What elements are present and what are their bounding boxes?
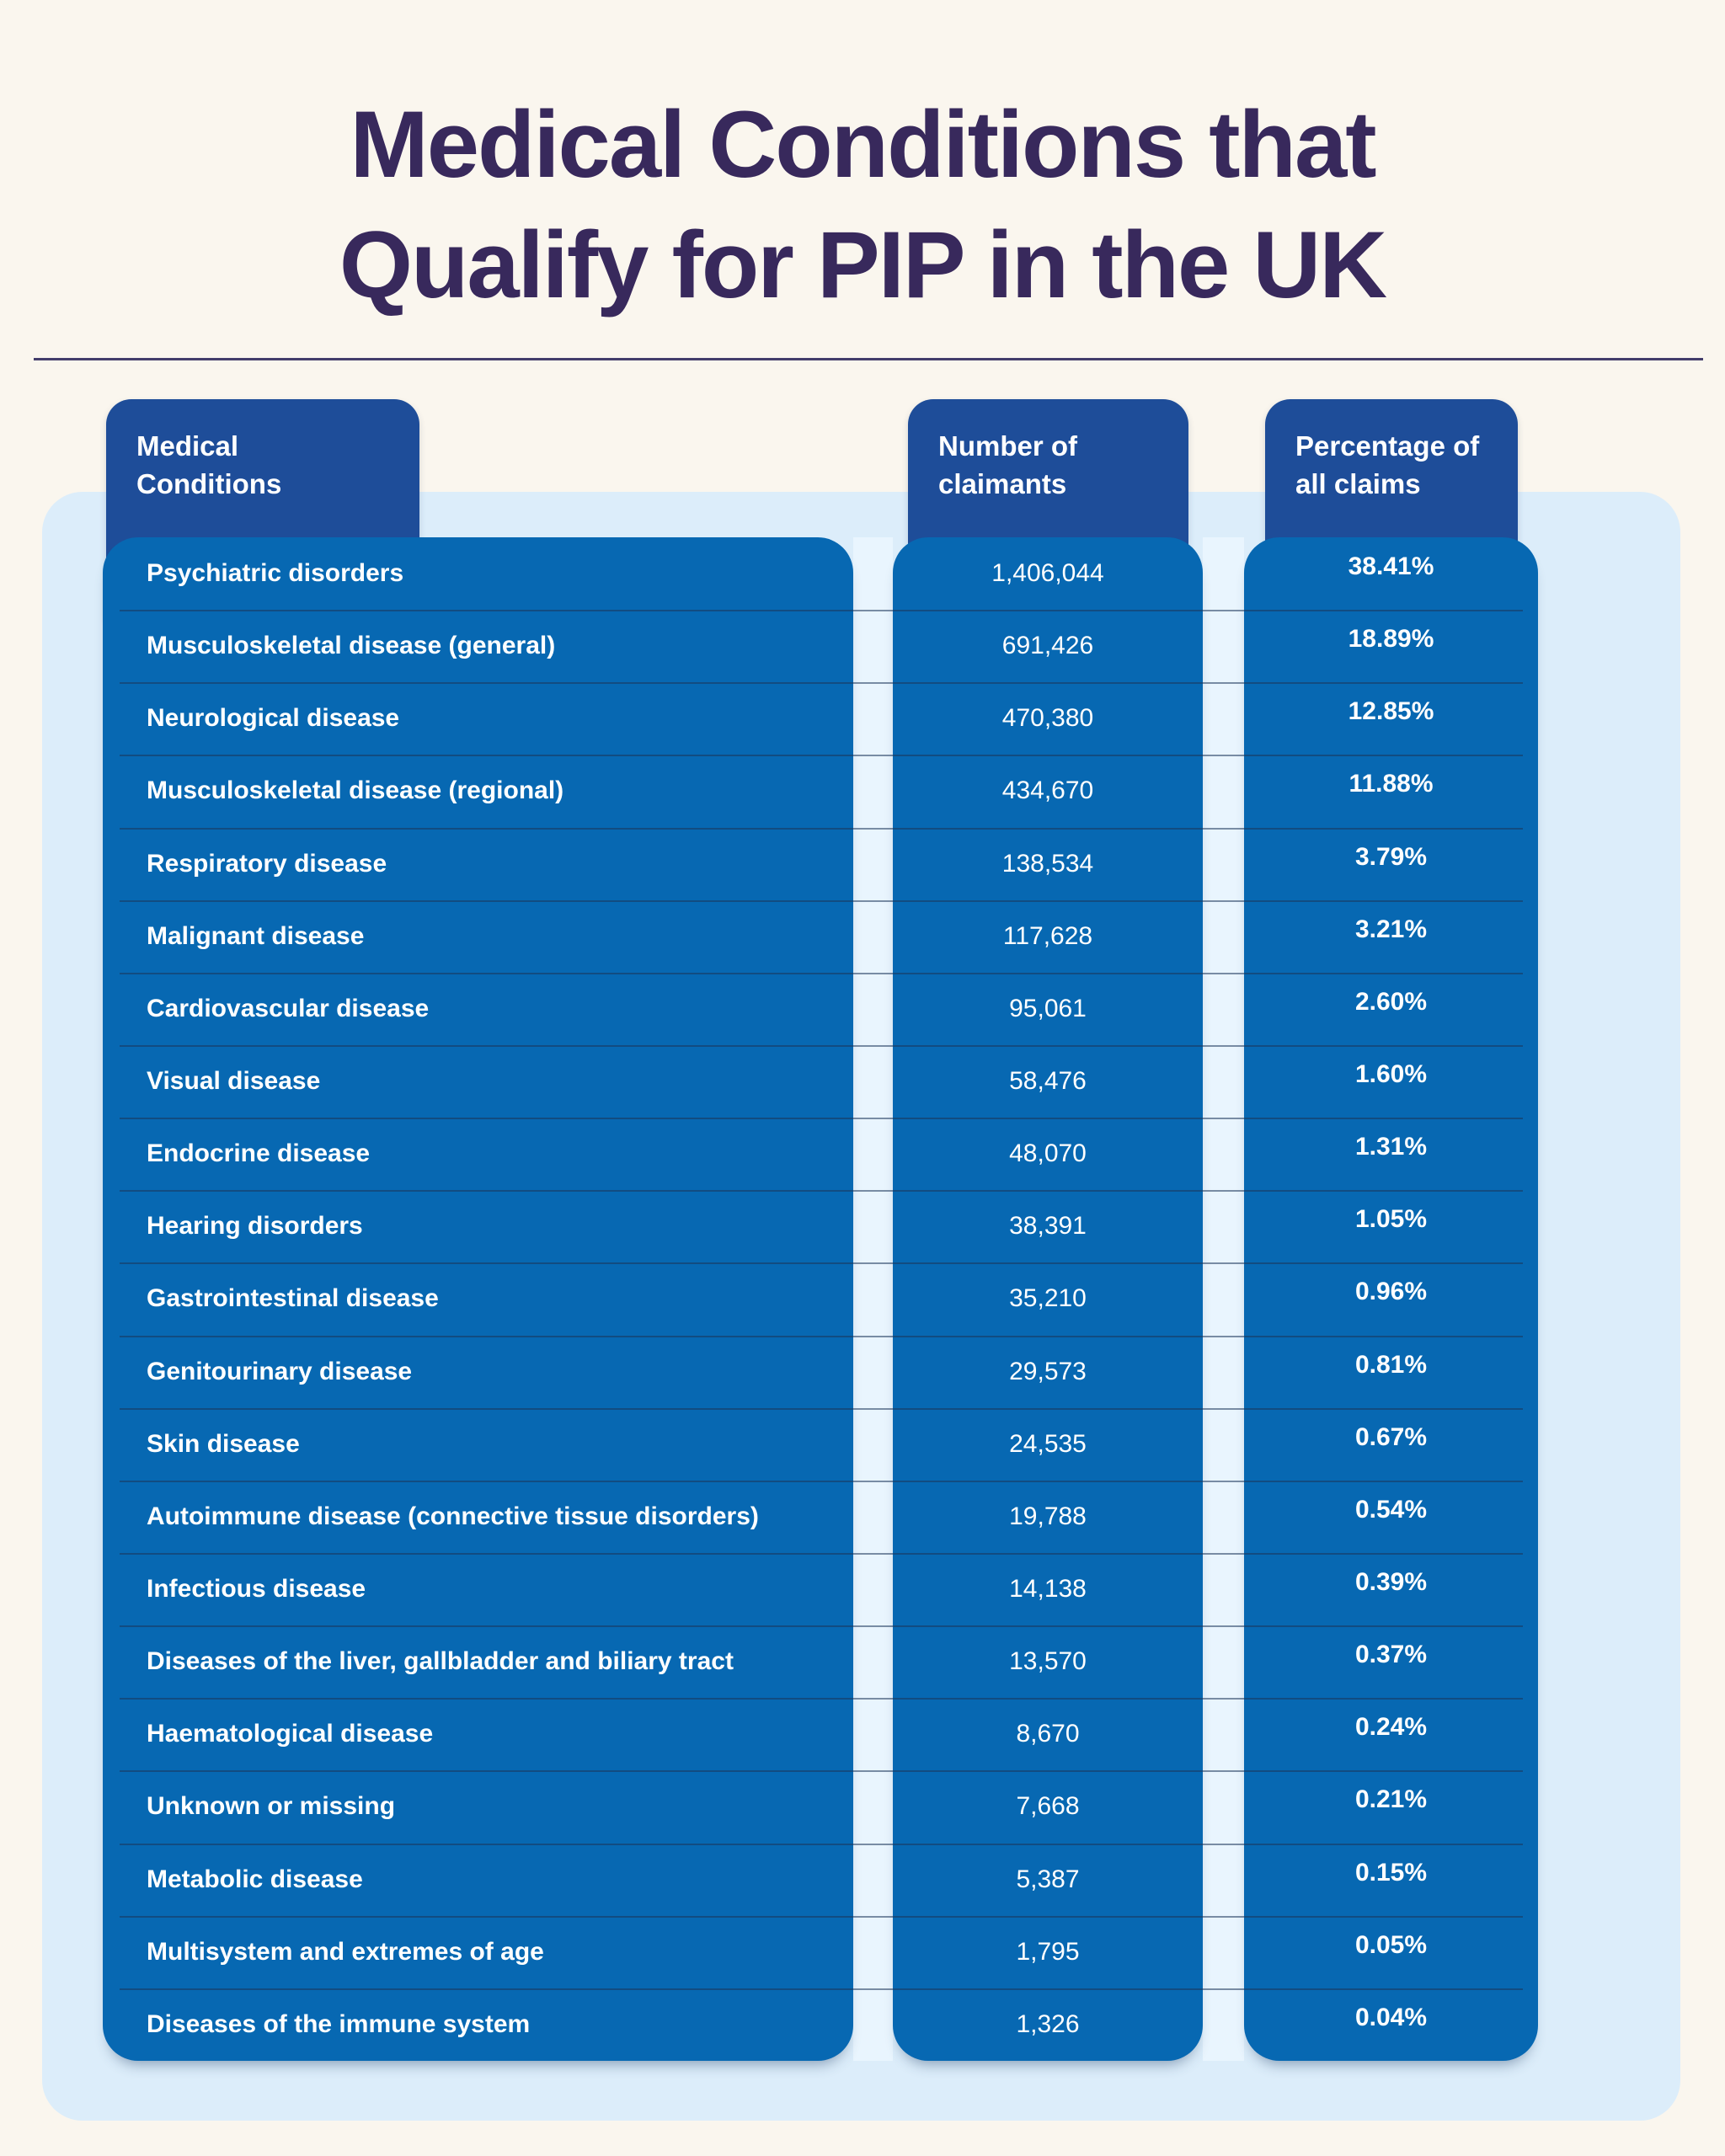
claimants-cell: 29,573 [1009,1357,1087,1385]
percentage-cell: 0.54% [1354,1495,1428,1524]
conditions-column [103,537,853,2061]
percentages-column [1244,537,1538,2061]
condition-cell: Skin disease [147,1429,300,1458]
condition-cell: Multisystem and extremes of age [147,1937,544,1966]
claimants-cell: 5,387 [1016,1865,1080,1893]
percentage-cell: 38.41% [1348,552,1434,581]
condition-cell: Cardiovascular disease [147,994,430,1022]
claimants-cell: 1,795 [1016,1937,1080,1966]
percentage-cell: 1.31% [1354,1133,1428,1161]
percentage-cell: 12.85% [1348,697,1434,726]
percentage-cell: 0.96% [1354,1278,1428,1306]
claimants-cell: 1,406,044 [991,559,1104,588]
column-gap-strip [853,537,893,2061]
percentage-cell: 0.81% [1354,1350,1428,1379]
condition-cell: Neurological disease [147,704,400,733]
claimants-cell: 7,668 [1016,1792,1080,1821]
percentage-cell: 0.67% [1354,1422,1428,1451]
claimants-cell: 24,535 [1009,1429,1087,1458]
percentage-cell: 2.60% [1354,987,1428,1016]
condition-cell: Musculoskeletal disease (regional) [147,776,564,805]
percentage-cell: 0.39% [1354,1568,1428,1597]
condition-cell: Musculoskeletal disease (general) [147,632,556,660]
claimants-cell: 95,061 [1009,994,1087,1022]
condition-cell: Visual disease [147,1067,321,1096]
claimants-cell: 434,670 [1001,776,1094,805]
percentage-cell: 0.21% [1354,1785,1428,1814]
percentage-cell: 0.04% [1354,2003,1428,2031]
claimants-cell: 8,670 [1016,1720,1080,1748]
claimants-cell: 48,070 [1009,1139,1087,1168]
column-header-percentage-of-all-claims: Percentage of all claims [1265,399,1518,618]
percentage-cell: 1.05% [1354,1205,1428,1234]
page-title [0,84,1725,326]
condition-cell: Psychiatric disorders [147,559,404,588]
condition-cell: Infectious disease [147,1575,366,1604]
percentage-cell: 0.37% [1354,1641,1428,1669]
condition-cell: Respiratory disease [147,849,387,878]
percentage-cell: 0.05% [1354,1930,1428,1959]
column-header-number-of-claimants: Number of claimants [908,399,1188,618]
claimants-cell: 14,138 [1009,1575,1087,1604]
claimants-cell: 117,628 [1002,921,1093,950]
condition-cell: Metabolic disease [147,1865,363,1893]
condition-cell: Hearing disorders [147,1212,363,1241]
claimants-column [893,537,1203,2061]
condition-cell: Haematological disease [147,1720,434,1748]
page-title-line-2: Qualify for PIP in the UK [339,212,1386,318]
condition-cell: Unknown or missing [147,1792,396,1821]
percentage-cell: 0.15% [1354,1858,1428,1886]
condition-cell: Gastrointestinal disease [147,1284,439,1313]
condition-cell: Malignant disease [147,921,365,950]
claimants-cell: 470,380 [1001,704,1094,733]
claimants-cell: 691,426 [1001,632,1094,660]
condition-cell: Genitourinary disease [147,1357,413,1385]
condition-cell: Diseases of the immune system [147,2009,531,2038]
conditions-table [103,537,1538,2061]
condition-cell: Autoimmune disease (connective tissue disorders) [147,1502,759,1530]
claimants-cell: 35,210 [1009,1284,1087,1313]
percentage-cell: 1.60% [1354,1060,1428,1089]
title-divider [34,358,1703,360]
column-header-medical-conditions: Medical Conditions [106,399,419,618]
claimants-cell: 38,391 [1009,1212,1087,1241]
claimants-cell: 138,534 [1001,849,1094,878]
percentage-cell: 0.24% [1354,1713,1428,1742]
percentage-cell: 3.79% [1354,842,1428,871]
condition-cell: Endocrine disease [147,1139,371,1168]
page-title-line-1: Medical Conditions that [350,92,1375,197]
condition-cell: Diseases of the liver, gallbladder and biliary tract [147,1647,734,1676]
claimants-cell: 19,788 [1009,1502,1087,1530]
claimants-cell: 58,476 [1009,1067,1087,1096]
percentage-cell: 18.89% [1348,625,1434,654]
percentage-cell: 11.88% [1348,770,1434,798]
percentage-cell: 3.21% [1354,915,1428,943]
column-gap-strip [1203,537,1244,2061]
claimants-cell: 13,570 [1009,1647,1087,1676]
claimants-cell: 1,326 [1016,2009,1080,2038]
